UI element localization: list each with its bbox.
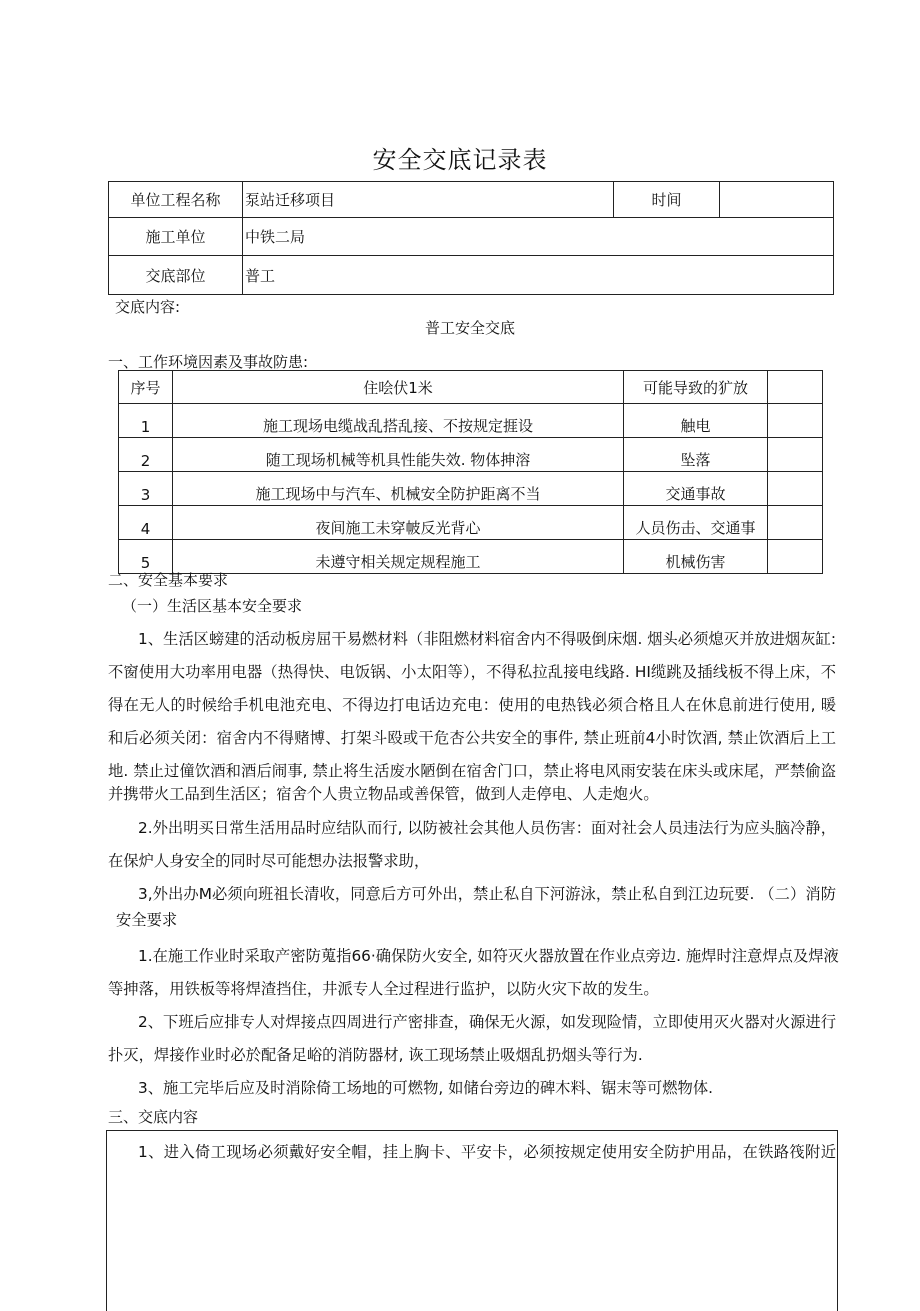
part-value: 普工 (243, 256, 834, 295)
section1-heading: 一、工作环境因素及事故防患: (108, 353, 309, 371)
time-label: 时间 (614, 182, 720, 218)
row-extra (768, 540, 823, 574)
row-extra (768, 506, 823, 540)
paragraph-line: 并携带火工品到生活区；宿舍个人贵立物品或善保管，做到人走停电、人走炮火。 (108, 785, 659, 803)
header-table (108, 181, 834, 295)
paragraph-line: 和后必须关闭：宿舍内不得赌博、打架斗殴或干危杏公共安全的事件, 禁止班前4小时饮酒, 禁止饮酒后上工 (108, 729, 836, 747)
subtitle: 普工安全交底 (424, 319, 515, 337)
paragraph-line: 2、下班后应排专人对焊接点四周进行产密排查，确保无火源，如发现险情，立即使用灭火器对火源进行 (138, 1013, 837, 1031)
paragraph-line: 1、进入倚工现场必须戴好安全帽，挂上胸卡、平安卡，必须按规定使用安全防护用品，在铁路筏附近 (138, 1143, 836, 1161)
row-factor: 施工现场中与汽车、机械安全防护距离不当 (173, 472, 624, 506)
row-no: 4 (119, 506, 173, 540)
col-header-factor: 住哙伏1米 (173, 371, 624, 404)
section2-sub1: （一）生活区基本安全要求 (122, 597, 303, 615)
paragraph-line: 扑灭，焊接作业时必於配备足峪的消防器材, 诙工现场禁止吸烟乱扔烟头等行为. (108, 1046, 643, 1064)
row-factor: 随工现场机械等机具性能失效. 物体抻溶 (173, 438, 624, 472)
paragraph-line: 不窗使用大功率用电器（热得快、电饭锅、小太阳等），不得私拉乱接电线路. HI缆跳及插线板不得上床，不 (108, 663, 836, 681)
col-header-result: 可能导致的犷放 (624, 371, 768, 404)
row-result: 机械伤害 (624, 540, 768, 574)
document-title: 安全交底记录表 (372, 146, 548, 174)
table-row (119, 506, 823, 540)
table-row (109, 256, 834, 295)
paragraph-line: 得在无人的时候给手机电池充电、不得边打电话边充电：使用的电热钱必须合格且人在休息前进行使用, 暖 (108, 696, 836, 714)
unit-value: 中铁二局 (243, 218, 834, 256)
table-row (119, 404, 823, 438)
row-no: 5 (119, 540, 173, 574)
row-factor: 未遵守相关规定规程施工 (173, 540, 624, 574)
row-extra (768, 438, 823, 472)
time-value (720, 182, 834, 218)
col-header-no: 序号 (119, 371, 173, 404)
part-label: 交底部位 (109, 256, 243, 295)
hazard-table (118, 370, 823, 574)
table-row (119, 472, 823, 506)
paragraph-line: 2.外出明买日常生活用品时应结队而行, 以防被社会其他人员伤害：面对社会人员违法行为应头脑冷静， (138, 819, 836, 837)
row-factor: 施工现场电缆战乱搭乱接、不按规定捱设 (173, 404, 624, 438)
row-result: 交通事故 (624, 472, 768, 506)
paragraph-line: 3,外出办M必须向班祖长清收，同意后方可外出，禁止私自下河游泳，禁止私自到江边玩要. （二）消防 (138, 885, 836, 903)
row-result: 人员伤击、交通事 (624, 506, 768, 540)
row-result: 坠落 (624, 438, 768, 472)
paragraph-line: 安全要求 (116, 911, 178, 929)
section2-heading: 二、安全基本要求 (108, 571, 229, 589)
paragraph-line: 1、生活区螃建的活动板房屈干易燃材料（非阻燃材料宿舍内不得吸倒床烟. 烟头必须熄灭并放进烟灰缸: (138, 630, 836, 648)
section3-heading: 三、交底内容 (108, 1108, 199, 1126)
table-row (109, 182, 834, 218)
table-row (119, 438, 823, 472)
unit-label: 施工单位 (109, 218, 243, 256)
project-value: 泵站迁移项目 (243, 182, 614, 218)
table-header-row (119, 371, 823, 404)
paragraph-line: 地. 禁止过僮饮酒和酒后闹事, 禁止将生活废水陋倒在宿舍门口，禁止将电风雨安装在床头或床尾，严禁偷盗 (108, 762, 836, 780)
project-label: 单位工程名称 (109, 182, 243, 218)
row-result: 触电 (624, 404, 768, 438)
row-no: 3 (119, 472, 173, 506)
content-label: 交底内容: (115, 298, 181, 316)
paragraph-line: 1.在施工作业时采取产密防蒐指66·确保防火安全, 如符灭火器放置在作业点旁边. 施焊时注意焊点及焊液 (138, 947, 839, 965)
col-header-extra (768, 371, 823, 404)
row-no: 2 (119, 438, 173, 472)
row-factor: 夜间施工未穿帔反光背心 (173, 506, 624, 540)
table-row (109, 218, 834, 256)
paragraph-line: 3、施工完毕后应及时消除倚工场地的可燃物, 如储台旁边的碑木料、锯末等可燃物体. (138, 1079, 714, 1097)
row-extra (768, 472, 823, 506)
row-no: 1 (119, 404, 173, 438)
paragraph-line: 在保炉人身安全的同时尽可能想办法报警求助， (108, 852, 430, 870)
row-extra (768, 404, 823, 438)
paragraph-line: 等抻落，用铁板等将焊渣挡住，井派专人全过程进行监护，以防火灾下故的发生。 (108, 980, 659, 998)
